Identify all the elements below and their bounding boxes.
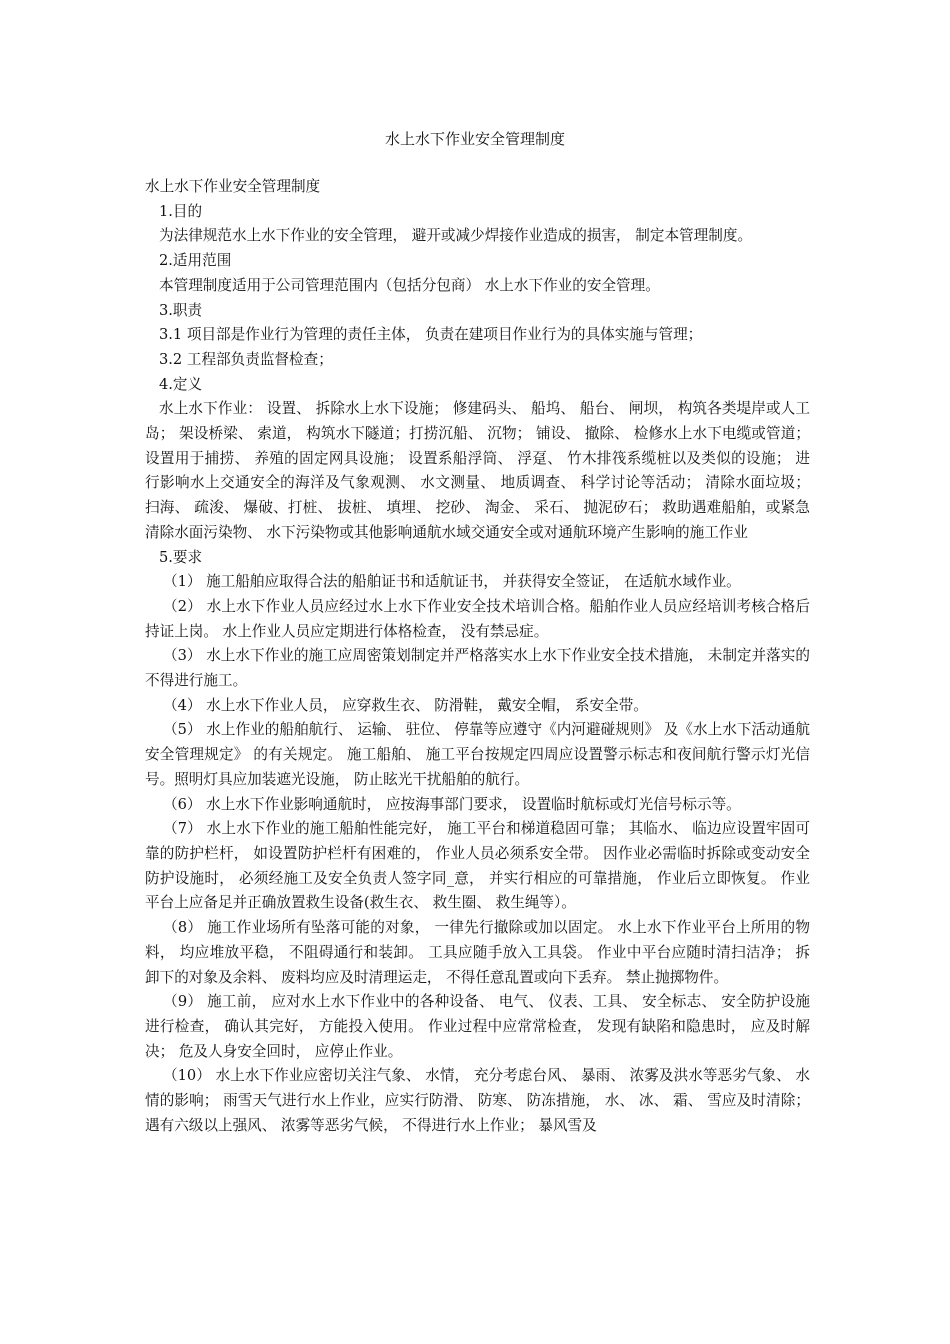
- requirement-item: （6） 水上水下作业影响通航时， 应按海事部门要求， 设置临时航标或灯光信号标示等。: [163, 795, 741, 813]
- section-heading-duties: 3.职责: [159, 301, 203, 319]
- section-heading-scope: 2.适用范围: [159, 252, 232, 270]
- requirement-item: （2） 水上水下作业人员应经过水上水下作业安全技术培训合格。船舶作业人员应经培训考核合格后持证上岗。 水上作业人员应定期进行体格检查， 没有禁忌症。: [145, 597, 810, 640]
- requirement-item: （3） 水上水下作业的施工应周密策划制定并严格落实水上水下作业安全技术措施， 未制定并落实的不得进行施工。: [145, 647, 810, 690]
- section-text-definition: 水上水下作业： 设置、 拆除水上水下设施； 修建码头、 船坞、 船台、 闸坝， 构筑各类堤岸或人工岛； 架设桥梁、 索道， 构筑水下隧道；打捞沉船、 沉物； 铺设、 撤除、 检修水上水下电缆或管道； 设置用于捕捞、 养殖的固定网具设施； 设置系船浮筒、 浮趸、 竹木排筏系缆桩以及类似的设施； 进行影响水上交通安全的海洋及气象观测、 水文测量、 地质调查、 科学讨论等活动； 清除水面垃圾； 扫海、 疏浚、 爆破、打桩、 拔桩、 填埋、 挖砂、 淘金、 采石、 抛泥矽石； 救助遇难船舶，或紧急清除水面污染物、 水下污染物或其他影响通航水域交通安全或对通航环境产生影响的施工作业: [145, 400, 810, 541]
- duty-item: 3.2 工程部负责监督检查；: [159, 350, 333, 368]
- document-subtitle: 水上水下作业安全管理制度: [145, 178, 321, 195]
- requirement-item: （1） 施工船舶应取得合法的船舶证书和适航证书， 并获得安全签证， 在适航水域作业。: [163, 573, 741, 591]
- requirement-item: （10） 水上水下作业应密切关注气象、 水情， 充分考虑台风、 暴雨、 浓雾及洪水等恶劣气象、 水情的影响； 雨雪天气进行水上作业，应实行防滑、 防寒、 防冻措施， 水、 冰、 霜、 雪应及时清除； 遇有六级以上强风、 浓雾等恶劣气候， 不得进行水上作业； 暴风雪及: [145, 1067, 810, 1134]
- document-title: 水上水下作业安全管理制度: [384, 130, 565, 148]
- requirement-item: （7） 水上水下作业的施工船舶性能完好， 施工平台和梯道稳固可靠； 其临水、 临边应设置牢固可靠的防护栏杆， 如设置防护栏杆有困难的， 作业人员必须系安全带。 因作业必需临时拆除或变动安全防护设施时， 必须经施工及安全负责人签字同_意， 并实行相应的可靠措施， 作业后立即恢复。 作业平台上应备足并正确放置救生设备(救生衣、 救生圈、 救生绳等）。: [145, 820, 810, 912]
- section-text-scope: 本管理制度适用于公司管理范围内（包括分包商） 水上水下作业的安全管理。: [159, 276, 660, 294]
- document-body: [145, 175, 810, 1138]
- requirement-item: （5） 水上作业的船舶航行、 运输、 驻位、 停靠等应遵守《内河避碰规则》 及《水上水下活动通航安全管理规定》 的有关规定。 施工船舶、 施工平台按规定四周应设置警示标志和夜间航行警示灯光信号。照明灯具应加装遮光设施， 防止眩光干扰船舶的航行。: [145, 721, 810, 788]
- section-text-purpose: 为法律规范水上水下作业的安全管理， 避开或减少焊接作业造成的损害， 制定本管理制度。: [159, 227, 753, 245]
- requirement-item: （8） 施工作业场所有坠落可能的对象， 一律先行撤除或加以固定。 水上水下作业平台上所用的物料， 均应堆放平稳， 不阻碍通行和装卸。 工具应随手放入工具袋。 作业中平台应随时清扫洁净； 拆卸下的对象及余料、 废料均应及时清理运走， 不得任意乱置或向下丢弃。 禁止抛掷物件。: [145, 919, 810, 986]
- section-heading-definition: 4.定义: [159, 375, 203, 393]
- section-heading-requirements: 5.要求: [159, 548, 203, 566]
- section-heading-purpose: 1.目的: [159, 202, 203, 220]
- requirement-item: （9） 施工前， 应对水上水下作业中的各种设备、 电气、 仪表、工具、 安全标志、 安全防护设施进行检查， 确认其完好， 方能投入使用。 作业过程中应常常检查， 发现有缺陷和隐患时， 应及时解决； 危及人身安全回时， 应停止作业。: [145, 993, 810, 1060]
- requirement-item: （4） 水上水下作业人员， 应穿救生衣、 防滑鞋， 戴安全帽， 系安全带。: [163, 696, 648, 714]
- duty-item: 3.1 项目部是作业行为管理的责任主体， 负责在建项目作业行为的具体实施与管理；: [159, 326, 703, 344]
